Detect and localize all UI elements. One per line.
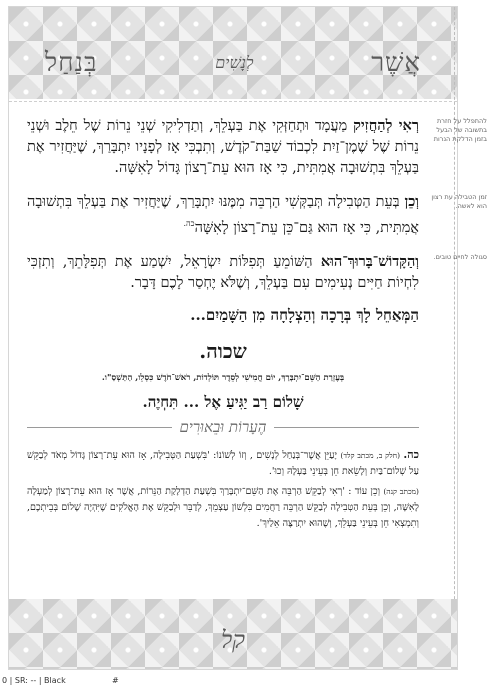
paragraph-text: בְּעֵת הַטְּבִילָה תְּבַקְּשִׁי הַרְבֵּה מִמֶּנּוּ יִתְבָּרַךְ, שֶׁיַּחֲזִיר אֶת בַּעְלֵךְ בִּתְשׁוּבָה אֲמִתִּית, כִּי אָז הוּא גַּם־כֵּן עֵת־רָצוֹן לָאִשָּׁה [27, 194, 419, 236]
paragraph-text: מַעֲמָד וּתְחַזְּקִי אֶת בַּעְלֵךְ, וְתַדְלִיקִי שְׁנֵי נֵרוֹת שֶׁל חֵלֶב וּשְׁנֵי נֵרוֹת שֶׁל שֶׁמֶן־זַיִת לִכְבוֹד שַׁבַּת־קֹדֶשׁ, וְתִבְכִּי אָז לְפָנָיו יִתְבָּרַךְ, שֶׁיַּחֲזִיר אֶת בַּעְלֵךְ בִּתְשׁוּבָה אֲמִתִּית, כִּי אָז הוּא עֵת־רָצוֹן גָּדוֹל לָאִשָּׁה. [27, 118, 419, 176]
paragraph [27, 191, 487, 239]
note [27, 447, 419, 480]
paragraph [27, 115, 487, 179]
header-title-left: בְּנַחַל [45, 48, 98, 78]
note [27, 484, 419, 532]
crop-line-vertical [454, 7, 455, 669]
main-content [27, 115, 487, 536]
closing-line: הַמְּאַחֵל לָךְ בְּרָכָה וְהַצְלָחָה מִן הַשָּׁמַיִם... [190, 305, 419, 324]
crop-line-horizontal [9, 101, 457, 102]
header-title-right: אֲשֶׁר [371, 48, 421, 78]
peace-line: שָׁלוֹם רַב יַגִּיעַ אֶל ... תִּחְיֶה. [142, 392, 304, 411]
signoff: שכוה. [199, 338, 247, 363]
note-source: (חלק ב, מכתב קלד) [340, 450, 400, 460]
date-line: בְּעֶזְרַת הַשֵּׁם־יִתְבָּרַךְ, יוֹם חֲמִישִׁי לְסֵדֶר תּוֹלְדוֹת, רֹאשׁ־חֹדֶשׁ כִּסְלֵו, הַתַּשְׁסַ"ו. [101, 372, 345, 383]
paragraph-lead: וְהַקָּדוֹשׁ־בָּרוּךְ־הוּא [320, 252, 419, 270]
page-sheet [8, 6, 487, 670]
paragraph-text: הַשּׁוֹמֵעַ תְּפִלּוֹת יִשְׂרָאֵל, יִשְׁמַע אֶת תְּפִלָּתֵךְ, וְתִזְכִּי לִחְיוֹת חַיִּים נְעִימִים עִם בַּעְלֵךְ, וְשֶׁלֹּא יֶחְסַר לָכֶם דָּבָר. [27, 253, 419, 291]
printer-mark-right: # [112, 676, 119, 685]
paragraph-lead: רְאִי לְהַחֲזִיק [353, 117, 419, 134]
margin-note: להתפלל על חזרת בתשובה של הבעל בזמן הדלקת הנרות [433, 117, 487, 143]
margin-note: זמן הטבילה עת רצון הוא לאשה. [431, 193, 487, 210]
footnote-ref: כה. [183, 219, 195, 228]
note-number: כה. [403, 447, 419, 461]
paragraph [27, 251, 487, 294]
paragraph-lead: וְכֵן [404, 193, 419, 210]
note-text: וְכֵן עוֹד : 'רְאִי לְבַקֵּשׁ הַרְבֵּה אֶת הַשֵּׁם־יִתְבָּרַךְ בִּשְׁעַת הַדְלָקַת הַנֵּרוֹת, אֲשֶׁר אָז הוּא עֵת־רָצוֹן לְמַעְלָה לָאִשָּׁה, וְכֵן בְּעֵת הַטְּבִילָה לְבַקֵּשׁ הַרְבֵּה רַחֲמִים בִּלְשׁוֹן עַצְמֵךְ, לְדַבֵּר וּלְבַקֵּשׁ אֶת הָאֱלֹקִים שֶׁיִּהְיֶה שָׁלוֹם בְּבֵיתְכֶם, וְתִמְצְאִי חֵן בְּעֵינֵי בַּעְלֵךְ, וְשֶׁהוּא יִתְרַצֶּה אֵלַיִךְ'. [27, 485, 419, 529]
printer-mark-left: 0 | SR: -- | Black [2, 676, 66, 685]
header-title-mid: לְנָשִׁים [215, 53, 254, 72]
note-source: (מכתב קנה) [383, 486, 419, 496]
notes-title-text: הֶעָרוֹת וּבֵאוּרִים [179, 417, 267, 436]
running-header [9, 43, 457, 83]
divider [274, 427, 419, 428]
note-text: יָעַיֵּן אֲשֶׁר־בְּנַחַל לְנָשִׁים , וְזוֹ לְשׁוֹנוֹ: 'בִּשְׁעַת הַטְּבִילָה, אָז הוּא עֵת־רָצוֹן גָּדוֹל מְאֹד לְבַקֵּשׁ עַל שְׁלוֹם־בַּיִת וְלָשֵׂאת חֵן בְּעֵינֵי בַּעְלָהּ וְכוּ'. [27, 449, 419, 477]
margin-note: סגולה לחיים טובים. [433, 252, 487, 261]
page-number: קל [220, 626, 246, 654]
divider [27, 427, 172, 428]
notes-section-title [27, 418, 419, 437]
